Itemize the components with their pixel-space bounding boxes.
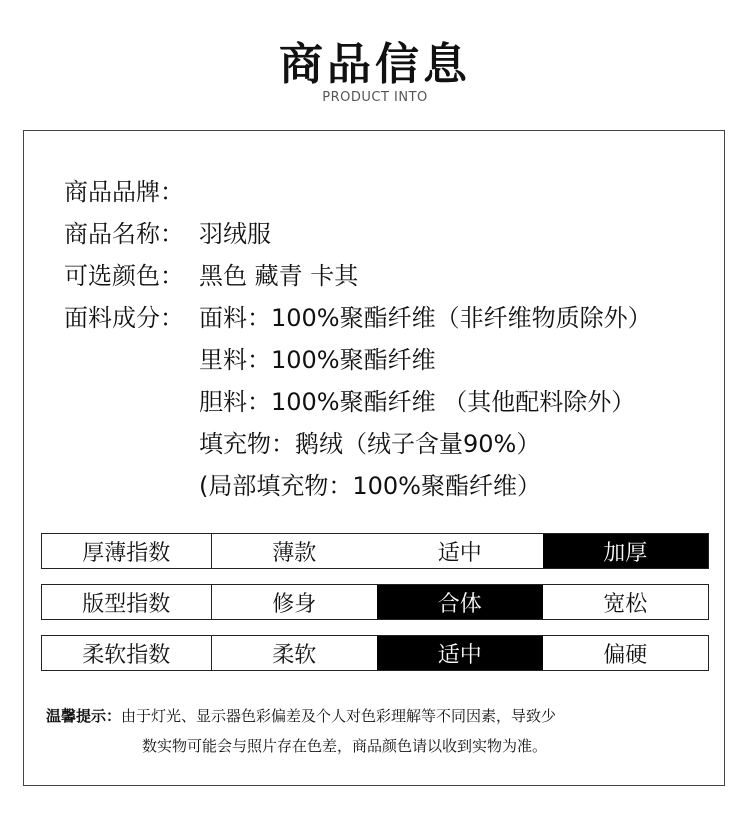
fabric-line: (局部填充物：100%聚酯纤维） (199, 472, 541, 500)
thickness-index-row (41, 533, 709, 569)
index-option: 柔软 (272, 642, 317, 668)
brand-label: 商品品牌： (64, 178, 184, 206)
name-row (64, 213, 652, 255)
page-title: 商品信息 (279, 39, 471, 90)
notice (46, 701, 706, 761)
notice-line-1 (46, 701, 706, 731)
index-option: 加厚 (543, 534, 709, 568)
fabric-line: 面料：100%聚酯纤维（非纤维物质除外） (199, 304, 652, 332)
name-value: 羽绒服 (199, 220, 271, 248)
fabric-line: 填充物：鹅绒（绒子含量90%） (199, 430, 541, 458)
fabric-row (64, 297, 652, 339)
colors-row (64, 255, 652, 297)
index-option: 修身 (272, 591, 317, 617)
page-subtitle: PRODUCT INTO (322, 90, 428, 105)
colors-value: 黑色 藏青 卡其 (199, 262, 359, 290)
notice-text: 由于灯光、显示器色彩偏差及个人对色彩理解等不同因素，导致少 (121, 707, 557, 725)
index-option: 偏硬 (603, 642, 648, 668)
product-info-panel (23, 130, 725, 786)
index-option: 薄款 (272, 540, 317, 566)
brand-row (64, 171, 652, 213)
index-name: 厚薄指数 (42, 534, 212, 568)
index-option: 适中 (437, 540, 482, 566)
index-option: 合体 (377, 585, 543, 619)
index-name: 版型指数 (42, 585, 212, 619)
fabric-line: 胆料：100%聚酯纤维 （其他配料除外） (199, 388, 636, 416)
fit-index-row (41, 584, 709, 620)
name-label: 商品名称： (64, 220, 184, 248)
index-name: 柔软指数 (42, 636, 212, 670)
fabric-label: 面料成分： (64, 304, 184, 332)
notice-line-2: 数实物可能会与照片存在色差，商品颜色请以收到实物为准。 (142, 737, 548, 755)
colors-label: 可选颜色： (64, 262, 184, 290)
product-attributes (64, 171, 652, 507)
softness-index-row (41, 635, 709, 671)
notice-label: 温馨提示： (46, 707, 122, 725)
fabric-line: 里料：100%聚酯纤维 (199, 346, 436, 374)
index-option: 适中 (377, 636, 543, 670)
index-option: 宽松 (603, 591, 648, 617)
